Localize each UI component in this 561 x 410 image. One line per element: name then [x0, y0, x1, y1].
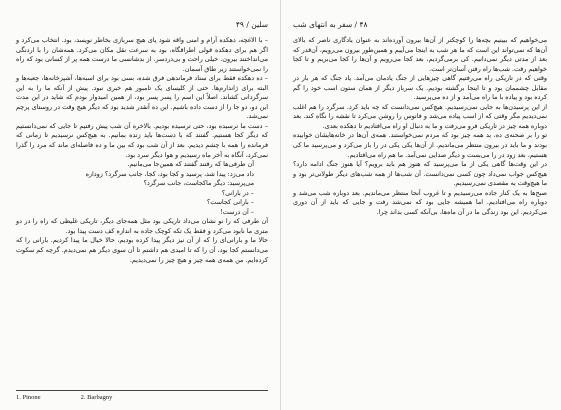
footnote: 2. Barbagny — [80, 394, 113, 401]
paragraph: صبح‌ها به یک کنار جاده می‌رسیدیم و تا غروب آنجا منتظر می‌ماندیم. بعد دوباره شب می‌شد و دوباره راه می‌افتادیم. اما همیشه جایی بود که نمی‌شد رفت و جایی که باید از آن دوری می‌کردیم. این بود زندگی ما در آن ماه‌ها، بی‌آنکه کسی بداند چرا. — [293, 188, 547, 216]
paragraph: – دست ما نرسیده بود، حتی ترسیده بودیم. بالاخره آن شب پیش رفتیم تا جایی که نمی‌دانستیم که دیگر کجا هستیم. گفتند که با دست‌ها باید زنده بمانیم. به هیچ‌کس نرسیدیم تا زمانی که فرمانده را همه با چشم دیدیم. بعد از آن شب بود که بین ما و ده فاصله‌ای ماند که مرد را گذرا نمی‌کرد، آنگاه به آخر ماه رسیدیم و هوا دیگر سرد بود. — [16, 121, 268, 159]
left-running-header — [16, 18, 268, 30]
dialogue-line: – آن درست! — [220, 207, 254, 216]
left-body-text-continued — [16, 217, 268, 265]
dialogue-line: – در بارانی؟ — [221, 188, 254, 197]
right-running-header — [293, 18, 547, 30]
dialogue-line: می‌پرسید: دیگر ماکجاست، جانب سرگرد؟ — [143, 179, 254, 188]
left-page — [0, 0, 280, 410]
right-page — [281, 0, 561, 410]
paragraph: تو را بر صحنه‌ی ده، بد همه چیز بود که مردم نمی‌خواستند. همه‌ی آن‌ها در خانه‌هایشان خوابیده بودند و ما باید در بیرون منتظر می‌ماندیم. از آن‌ها یکی یکی در را باز می‌کرد و می‌پرسید ما کی هستیم، بعد زود در را می‌بست و دیگر صدایی نمی‌آمد. ما هم راه می‌افتادیم. — [293, 131, 547, 159]
paragraph: – با الاغچه، دهکده آرام و امنی واقه شود پای هیچ سربازی بخاطر نویسد، بود. انتخاب می‌کرد و اگر هم برای دهکده قولی اطراقگاه، بود به سرعت نقل مکان می‌کرد. همه‌شان را با اردنگی می‌انداختند بیرون. خیلی راحت و بی‌دردسر. از بدشانسی ما درست همه پر از کسانی بود که راه را نمی‌خواستند زیر طاق آسمان. — [16, 36, 268, 73]
paragraph: وقتی که در تاریکی راه می‌رفتیم گاهی چیزهایی از جنگ یادمان می‌آمد. یاد جنگ که هر بار در مقابل چشممان بود و تا اینجا برگشته بودیم. یک سرباز دیگر از همان ستون اسب خود را گم کرده بود و پیاده با ما راه می‌آمد و از ده می‌پرسید. — [293, 74, 547, 102]
paragraph: در این وقت‌ها گاهی یکی از ما می‌پرسید که هنوز هم باید برویم؟ آیا هنوز جنگ ادامه دارد؟ هیچ‌کس جواب نمی‌داد چون کسی نمی‌دانست. آن شب‌ها از همه شب‌های دیگر طولانی‌تر بود و ما هیچ‌وقت به مقصدی نمی‌رسیدیم. — [293, 160, 547, 188]
paragraph: – ده دهکده فقط برای ستاد فرماندهی فرق شده، بسی بود برای اسبه‌ها، آشپزخانه‌ها، جعبه‌ها و البته برای ژاندارم‌ها. حتی از کلیسای یک تامبور هم خبری نبود. پیش از آنکه ما را به این سرگردانی کشاند. اصلاً این اسم را پسر پسر بود، از همین امیدوار بودم که شاید در این مدت این دو، دو جا را از دست داده باشیم. این ده آنقدر شدید بود که دیگر هیچ وقت در روستای پرچم نمی‌شد. — [16, 74, 268, 121]
dialogue-line: – بارانی کجاست؟ — [206, 198, 254, 207]
paragraph: حالا ما و بارانی‌ای را که از آن نیز دیگر پیدا کرده بودیم، حالا خیال ما پیدا کردیم. بارانی را که می‌دانستم کجا بود، آن را که تا امیدی هم داشتم تا آن سوی دیگر هم نمی‌دیدم. گرچه کم سکوت کرده‌ایم. من همه‌ی همه چیز و هیچ چیز را نمی‌دیدیم. — [16, 236, 268, 264]
footnotes — [16, 390, 268, 401]
footnote: 1. Pinone — [16, 394, 41, 401]
dialogue-line: آن طرفی‌ها که رفتند گفتند که همین‌جا می‌مانیم. — [127, 160, 254, 169]
right-page-label: ۴۸ / سفر به انتهای شب — [293, 19, 368, 29]
dialogue-block — [16, 160, 268, 217]
paragraph: آن طرفی که را نو نشان می‌داد تاریکی بود مثل همه‌جای دیگر، تاریکی غلیظی که راه را در دو متری ما نابود می‌کرد و فقط یک تکه کوچک جاده به اندازه کف دست پیدا بود. — [16, 217, 268, 235]
right-body-text — [293, 36, 547, 217]
paragraph: از این پرسیدن‌ها به جایی نمی‌رسیدیم. هیچ‌کس نمی‌دانست که چه باید کرد. سرگرد را هم اغلب نمی‌دیدیم مگر وقتی که از اسب پیاده می‌شد و فانوس را روشن می‌کرد تا نقشه را نگاه کند. بعد دوباره همه چیز در تاریکی فرو می‌رفت و ما به دنبال او راه می‌افتادیم تا دهکده بعدی. — [293, 102, 547, 130]
paragraph: می‌خواهیم که ببینیم بچه‌ها را کوچکتر از آن‌ها بیرون آورده‌اند به عنوان یادگاری ناصر که بالای آن‌ها که نمی‌تواند این است که ما هر شب به اینجا می‌آییم و همین‌طور بیرون می‌رویم، آن‌قدر که بعد از مدتی دیگر نمی‌دانیم. کی برمی‌گردیم، بعد کجا می‌رویم و آن‌ها را کجا می‌بریم و تا کجا خواهیم رفت. شب‌ها راه رفتن آسان‌تر است. — [293, 36, 547, 73]
left-page-label: سلین / ۴۹ — [235, 19, 268, 29]
left-body-text — [16, 36, 268, 160]
dialogue-line: داد می‌زد: پیدا شد، پرسید و کجا بود، کجا، جانب سرگرد؟ زوداره — [85, 169, 254, 178]
